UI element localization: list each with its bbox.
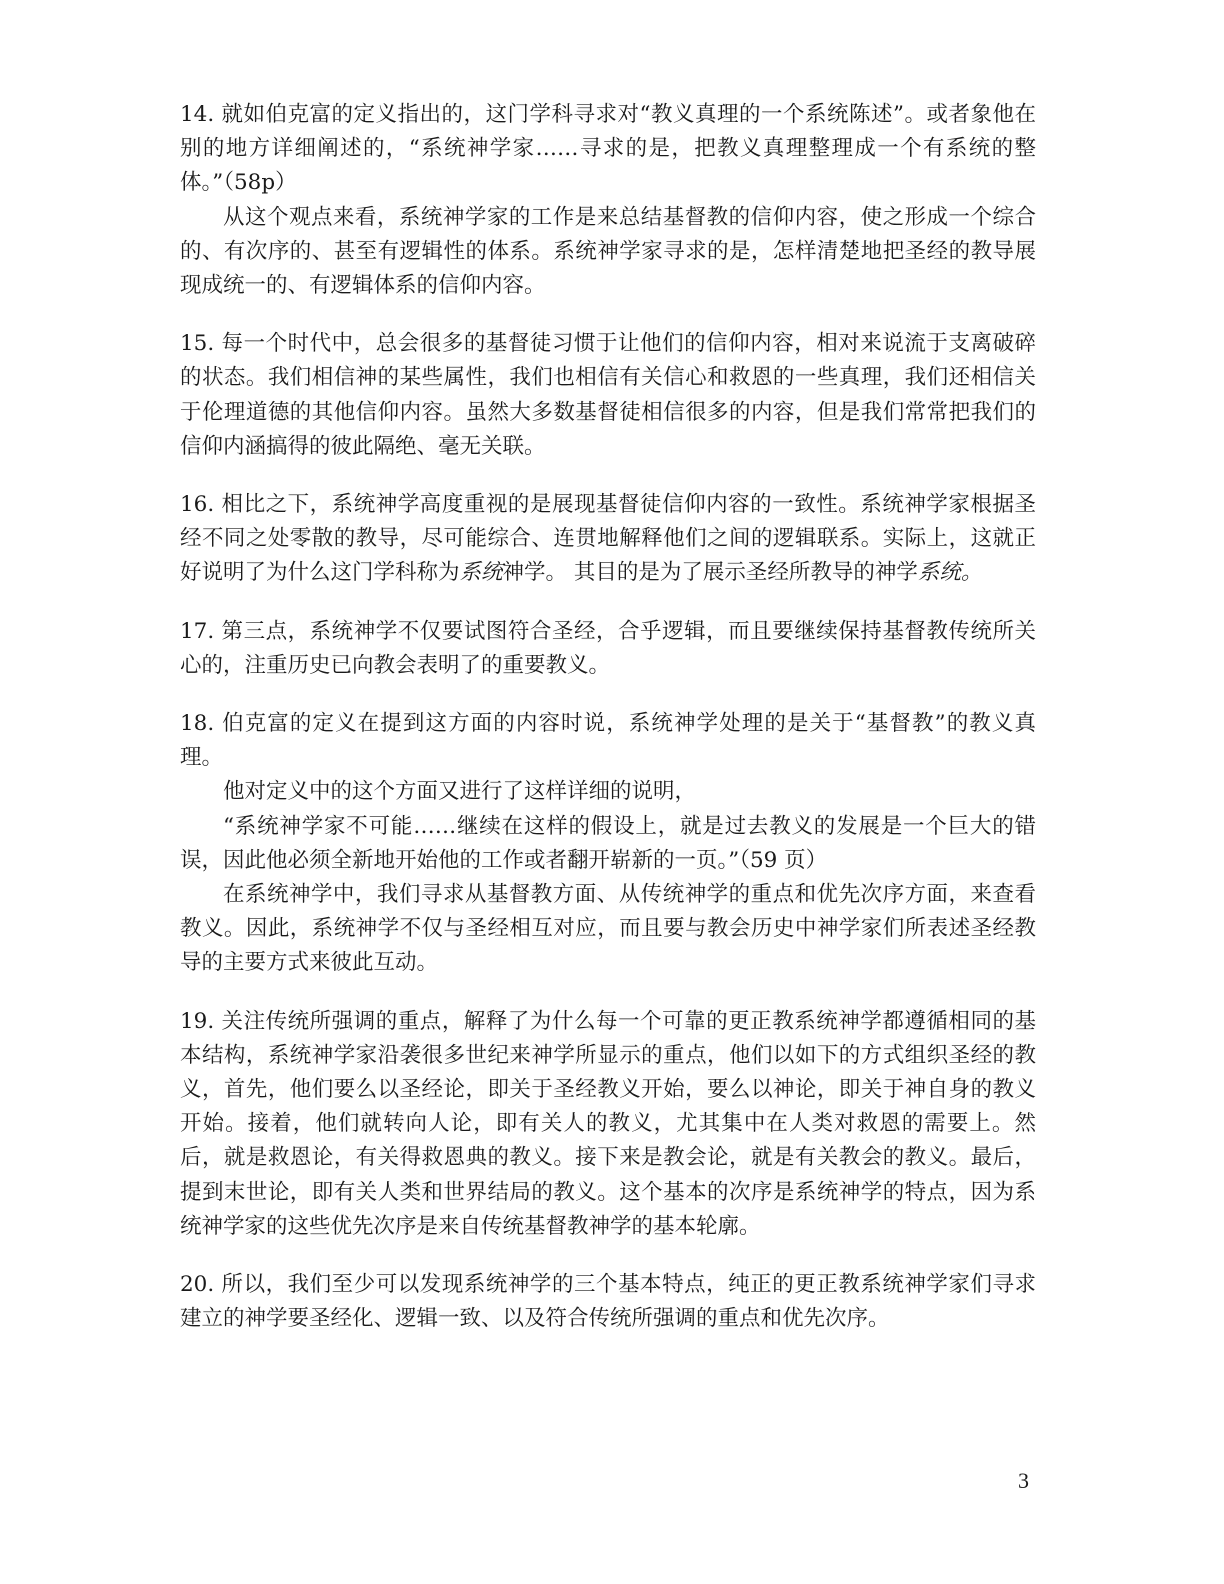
paragraph-20 [180, 1268, 1036, 1336]
page-number: 3 [1018, 1468, 1029, 1493]
paragraph-19 [180, 1005, 1036, 1244]
emphasis-system: 系统。 [917, 560, 983, 586]
paragraph-16-part2: 神学。 其目的是为了展示圣经所教导的神学 [502, 560, 918, 586]
paragraph-14-continuation: 从这个观点来看，系统神学家的工作是来总结基督教的信仰内容，使之形成一个综合的、有次序的、甚至有逻辑性的体系。系统神学家寻求的是，怎样清楚地把圣经的教导展现成统一的、有逻辑体系的信仰内容。 [180, 204, 1036, 299]
document-body [180, 98, 1036, 1361]
paragraph-15-text: 15. 每一个时代中，总会很多的基督徒习惯于让他们的信仰内容，相对来说流于支离破碎的状态。我们相信神的某些属性，我们也相信有关信心和救恩的一些真理，我们还相信关于伦理道德的其他信仰内容。虽然大多数基督徒相信很多的内容，但是我们常常把我们的信仰内涵搞得的彼此隔绝、毫无关联。 [180, 331, 1036, 459]
paragraph-16-text [180, 488, 1036, 591]
paragraph-17 [180, 615, 1036, 683]
paragraph-18-intro: 他对定义中的这个方面又进行了这样详细的说明， [223, 779, 697, 805]
paragraph-18-text: 18. 伯克富的定义在提到这方面的内容时说，系统神学处理的是关于“基督教”的教义真理。 [180, 711, 1036, 771]
paragraph-16 [180, 488, 1036, 591]
emphasis-systematic: 系统 [459, 560, 503, 586]
paragraph-18 [180, 707, 1036, 981]
paragraph-14 [180, 98, 1036, 303]
paragraph-15 [180, 327, 1036, 464]
paragraph-20-text: 20. 所以，我们至少可以发现系统神学的三个基本特点，纯正的更正教系统神学家们寻求建立的神学要圣经化、逻辑一致、以及符合传统所强调的重点和优先次序。 [180, 1272, 1036, 1332]
paragraph-14-text: 14. 就如伯克富的定义指出的，这门学科寻求对“教义真理的一个系统陈述”。或者象他在别的地方详细阐述的，“系统神学家……寻求的是，把教义真理整理成一个有系统的整体。”（58p） [180, 102, 1036, 196]
paragraph-18-quote: “系统神学家不可能……继续在这样的假设上，就是过去教义的发展是一个巨大的错误，因此他必须全新地开始他的工作或者翻开崭新的一页。”（59 页） [180, 813, 1036, 873]
paragraph-17-text: 17. 第三点，系统神学不仅要试图符合圣经，合乎逻辑，而且要继续保持基督教传统所关心的，注重历史已向教会表明了的重要教义。 [180, 618, 1036, 678]
paragraph-18-continuation: 在系统神学中，我们寻求从基督教方面、从传统神学的重点和优先次序方面，来查看教义。因此，系统神学不仅与圣经相互对应，而且要与教会历史中神学家们所表述圣经教导的主要方式来彼此互动。 [180, 882, 1036, 976]
paragraph-16-part1: 16. 相比之下，系统神学高度重视的是展现基督徒信仰内容的一致性。系统神学家根据圣经不同之处零散的教导，尽可能综合、连贯地解释他们之间的逻辑联系。实际上，这就正好说明了为什么这门学科称为 [180, 492, 1036, 586]
paragraph-19-text: 19. 关注传统所强调的重点，解释了为什么每一个可靠的更正教系统神学都遵循相同的基本结构，系统神学家沿袭很多世纪来神学所显示的重点，他们以如下的方式组织圣经的教义，首先，他们要么以圣经论，即关于圣经教义开始，要么以神论，即关于神自身的教义开始。接着，他们就转向人论，即有关人的教义，尤其集中在人类对救恩的需要上。然后，就是救恩论，有关得救恩典的教义。接下来是教会论，就是有关教会的教义。最后，提到末世论，即有关人类和世界结局的教义。这个基本的次序是系统神学的特点，因为系统神学家的这些优先次序是来自传统基督教神学的基本轮廓。 [180, 1008, 1036, 1239]
